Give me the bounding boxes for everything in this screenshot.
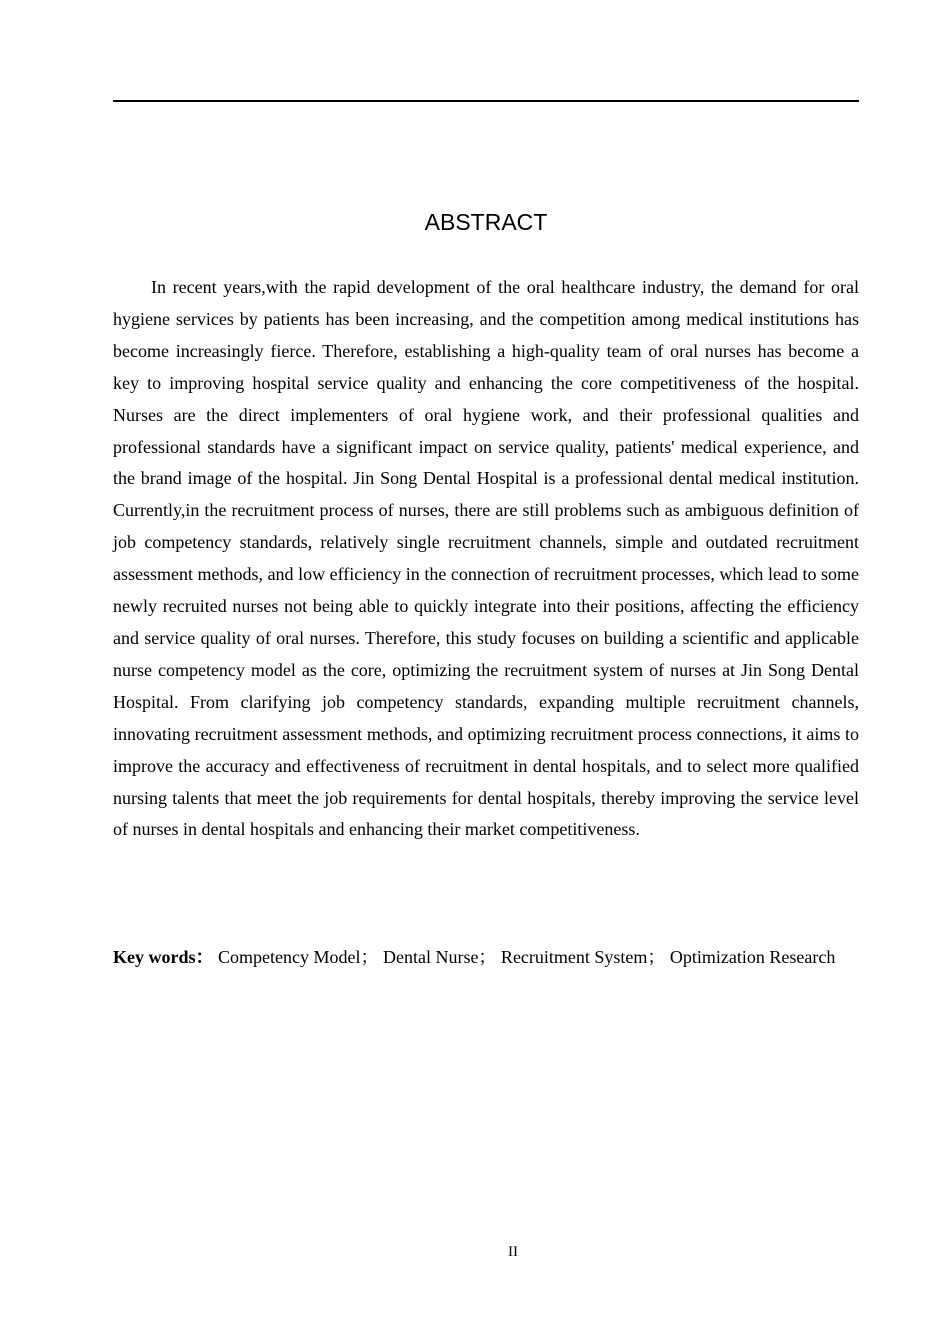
keywords-text: Competency Model； Dental Nurse； Recruitment System； Optimization Research	[213, 947, 836, 967]
abstract-body: In recent years,with the rapid development of the oral healthcare industry, the demand for oral hygiene services by patients has been increasing, and the competition among medical institutions has become increasingly fierce. Therefore, establishing a high-quality team of oral nurses has become a key to improving hospital service quality and enhancing the core competitiveness of the hospital. Nurses are the direct implementers of oral hygiene work, and their professional qualities and professional standards have a significant impact on service quality, patients' medical experience, and the brand image of the hospital. Jin Song Dental Hospital is a professional dental medical institution. Currently,in the recruitment process of nurses, there are still problems such as ambiguous definition of job competency standards, relatively single recruitment channels, simple and outdated recruitment assessment methods, and low efficiency in the connection of recruitment processes, which lead to some newly recruited nurses not being able to quickly integrate into their positions, affecting the efficiency and service quality of oral nurses. Therefore, this study focuses on building a scientific and applicable nurse competency model as the core, optimizing the recruitment system of nurses at Jin Song Dental Hospital. From clarifying job competency standards, expanding multiple recruitment channels, innovating recruitment assessment methods, and optimizing recruitment process connections, it aims to improve the accuracy and effectiveness of recruitment in dental hospitals, and to select more qualified nursing talents that meet the job requirements for dental hospitals, thereby improving the service level of nurses in dental hospitals and enhancing their market competitiveness.	[113, 277, 859, 840]
keywords-label: Key words：	[113, 947, 214, 967]
keywords-line	[113, 942, 859, 974]
header-rule	[113, 100, 859, 102]
abstract-title: ABSTRACT	[424, 209, 548, 235]
page-number: II	[508, 1244, 518, 1260]
